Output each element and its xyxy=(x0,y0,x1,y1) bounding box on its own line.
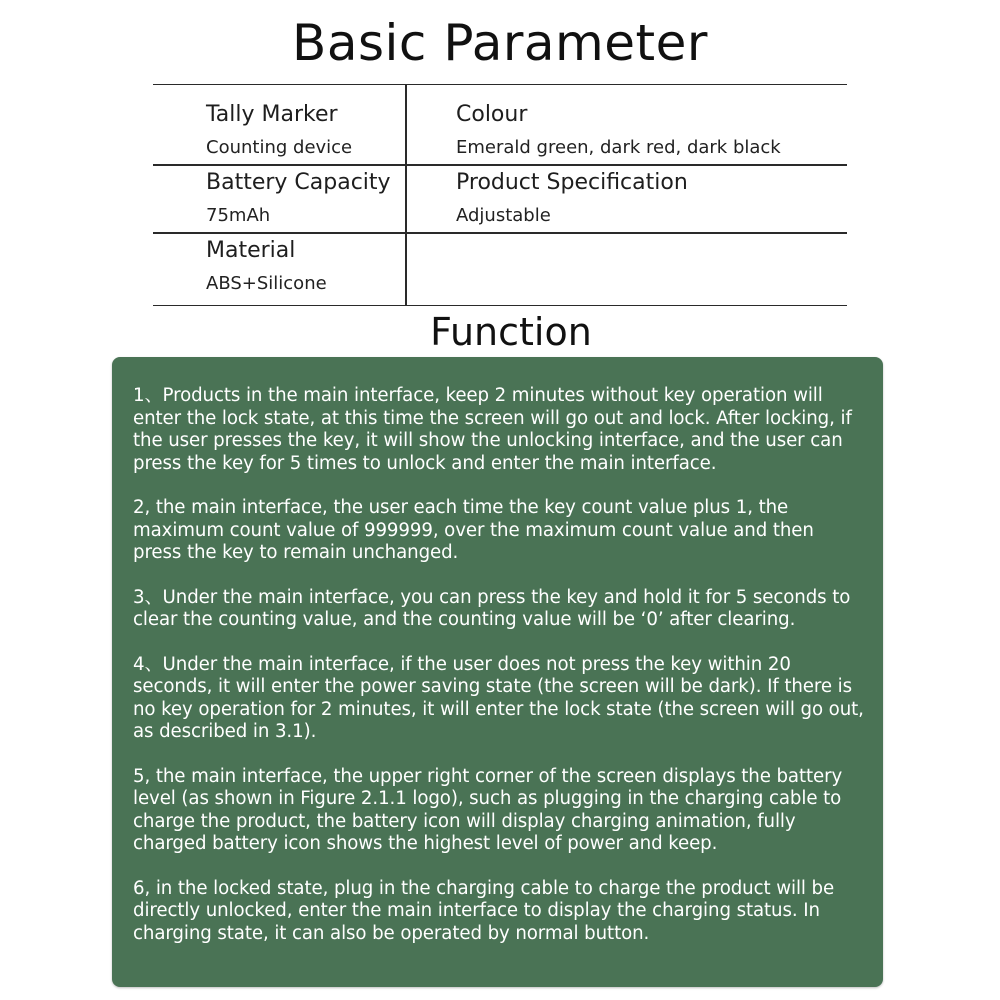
parameter-table xyxy=(153,84,847,306)
function-item: 3、Under the main interface, you can press the key and hold it for 5 seconds to clear the counting value, and the counting value will be ‘0’ after clearing. xyxy=(133,586,851,630)
param-cell-material xyxy=(206,238,586,295)
function-panel xyxy=(112,357,883,987)
param-value: ABS+Silicone xyxy=(206,273,327,294)
row-divider xyxy=(153,232,847,234)
param-cell-colour xyxy=(456,102,836,159)
param-label: Colour xyxy=(456,102,528,127)
param-label: Material xyxy=(206,238,296,263)
param-label: Tally Marker xyxy=(206,102,338,127)
function-item: 5, the main interface, the upper right corner of the screen displays the battery level (as shown in Figure 2.1.1 logo), such as plugging in the charging cable to charge the product, the battery icon will display charging animation, fully charged battery icon shows the highest level of power and keep. xyxy=(133,765,843,854)
param-value: Adjustable xyxy=(456,205,551,226)
function-item: 1、Products in the main interface, keep 2 minutes without key operation will enter the lock state, at this time the screen will go out and lock. After locking, if the user presses the key, it will show the unlocking interface, and the user can press the key for 5 times to unlock and enter the main interface. xyxy=(133,385,852,474)
param-value: Emerald green, dark red, dark black xyxy=(456,137,781,158)
row-divider xyxy=(153,164,847,166)
function-title: Function xyxy=(430,310,592,354)
function-item: 2, the main interface, the user each time the key count value plus 1, the maximum count value of 999999, over the maximum count value and then press the key to remain unchanged. xyxy=(133,497,814,563)
param-value: Counting device xyxy=(206,137,353,158)
param-label: Product Specification xyxy=(456,170,688,195)
function-item: 4、Under the main interface, if the user does not press the key within 20 seconds, it will enter the power saving state (the screen will be dark). If there is no key operation for 2 minutes, it will enter the lock state (the screen will go out, as described in 3.1). xyxy=(133,653,864,742)
param-cell-product-specification xyxy=(456,170,836,227)
param-value: 75mAh xyxy=(206,205,271,226)
page-title: Basic Parameter xyxy=(292,14,708,72)
param-label: Battery Capacity xyxy=(206,170,391,195)
function-item: 6, in the locked state, plug in the charging cable to charge the product will be directly unlocked, enter the main interface to display the charging status. In charging state, it can also be operated by normal button. xyxy=(133,877,835,944)
